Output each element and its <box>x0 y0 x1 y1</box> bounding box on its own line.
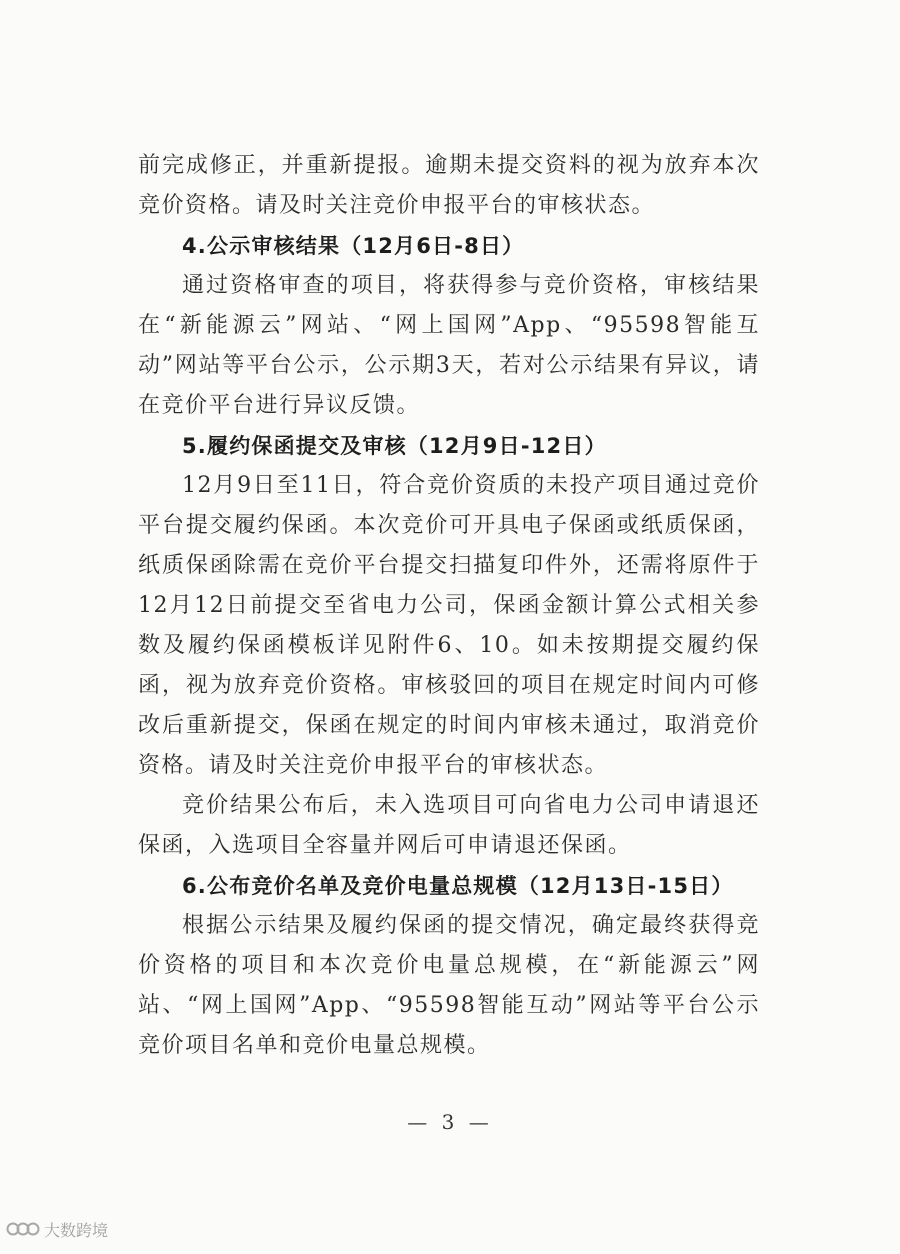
watermark <box>6 1218 108 1240</box>
paragraph-guarantee-submission: 12月9日至11日，符合竞价资质的未投产项目通过竞价平台提交履约保函。本次竞价可开具电子保函或纸质保函，纸质保函除需在竞价平台提交扫描复印件外，还需将原件于12月12日前提交至省电力公司，保函金额计算公式相关参数及履约保函模板详见附件6、10。如未按期提交履约保函，视为放弃竞价资格。审核驳回的项目在规定时间内可修改后重新提交，保函在规定的时间内审核未通过，取消竞价资格。请及时关注竞价申报平台的审核状态。 <box>138 473 760 778</box>
paragraph-guarantee-refund: 竞价结果公布后，未入选项目可向省电力公司申请退还保函，入选项目全容量并网后可申请退还保函。 <box>138 793 760 858</box>
section-heading-5: 5.履约保函提交及审核（12月9日-12日） <box>182 434 607 458</box>
brand-logo-icon <box>6 1219 40 1239</box>
document-body <box>138 146 760 1066</box>
paragraph-final-list: 根据公示结果及履约保函的提交情况，确定最终获得竞价资格的项目和本次竞价电量总规模，在“新能源云”网站、“网上国网”App、“95598智能互动”网站等平台公示竞价项目名单和竞价电量总规模。 <box>138 913 760 1058</box>
watermark-text: 大数跨境 <box>44 1220 109 1240</box>
paragraph-continuation: 前完成修正，并重新提报。逾期未提交资料的视为放弃本次竞价资格。请及时关注竞价申报平台的审核状态。 <box>138 153 760 218</box>
paragraph-review-results: 通过资格审查的项目，将获得参与竞价资格，审核结果在“新能源云”网站、“网上国网”App、“95598智能互动”网站等平台公示，公示期3天，若对公示结果有异议，请在竞价平台进行异议反馈。 <box>138 273 760 418</box>
section-heading-4: 4.公示审核结果（12月6日-8日） <box>182 234 525 258</box>
section-heading-6: 6.公布竞价名单及竞价电量总规模（12月13日-15日） <box>182 874 734 898</box>
page-number: — 3 — <box>407 1110 493 1134</box>
